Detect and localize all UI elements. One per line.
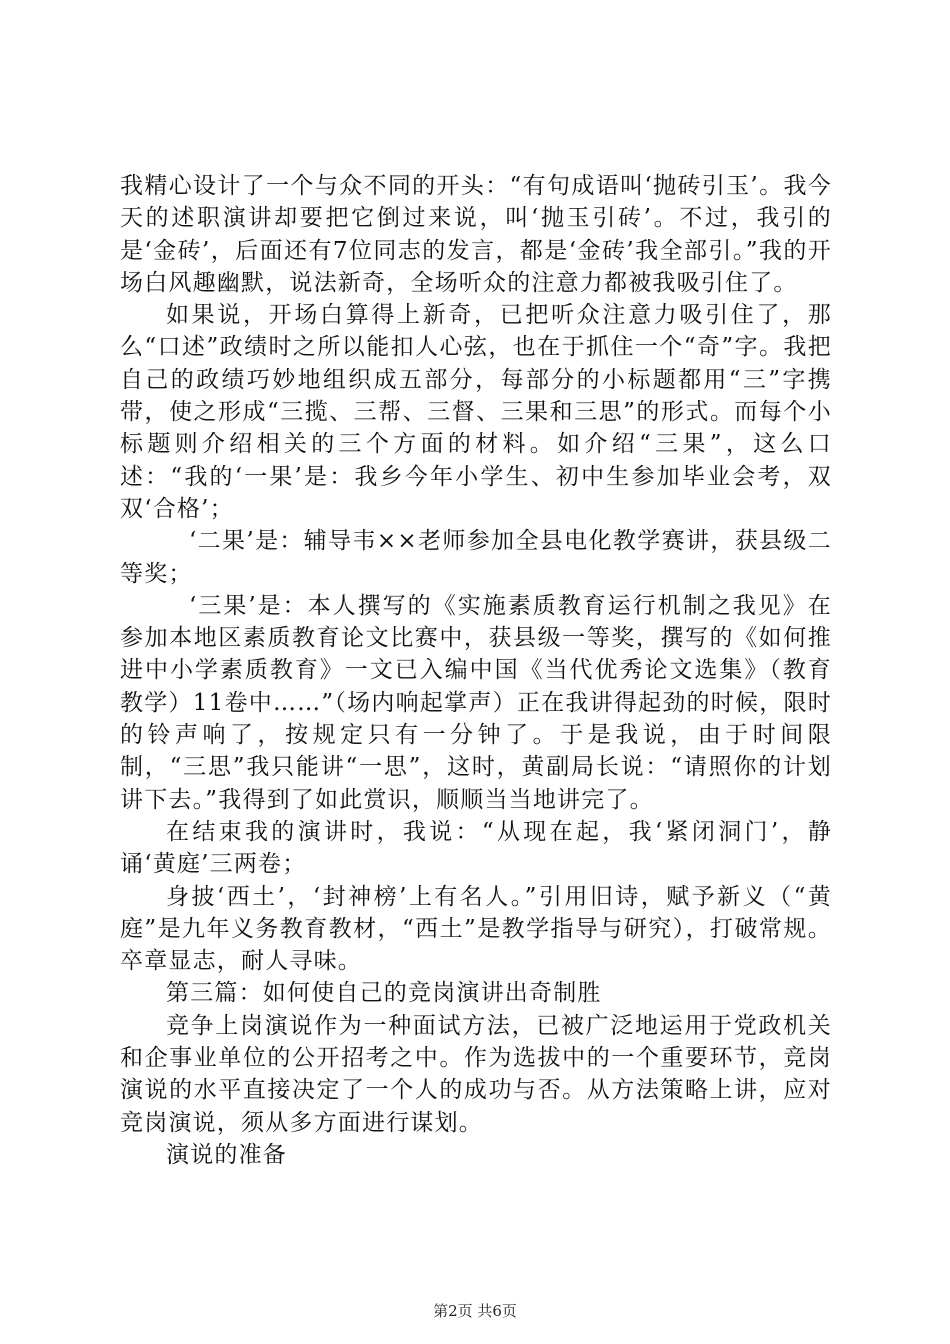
paragraph-closing-poem: 身披‘西土’，‘封神榜’上有名人。”引用旧诗，赋予新义（“黄庭”是九年义务教育教材，“西土”是教学指导与研究），打破常规。卒章显志，耐人寻味。 — [120, 883, 832, 975]
paragraph-third-result: ‘三果’是：本人撰写的《实施素质教育运行机制之我见》在参加本地区素质教育论文比赛中，获县级一等奖，撰写的《如何推进中小学素质教育》一文已入编中国《当代优秀论文选集》（教育教学）11卷中……”（场内响起掌声）正在我讲得起劲的时候，限时的铃声响了，按规定只有一分钟了。于是我说，由于时间限制，“三思”我只能讲“一思”，这时，黄副局长说：“请照你的计划讲下去。”我得到了如此赏识，顺顺当当地讲完了。 — [120, 592, 832, 813]
paragraph-opening-remark: 我精心设计了一个与众不同的开头：“有句成语叫‘抛砖引玉’。我今天的述职演讲却要把它倒过来说，叫‘抛玉引砖’。不过，我引的是‘金砖’，后面还有7位同志的发言，都是‘金砖’我全部引。”我的开场白风趣幽默，说法新奇，全场听众的注意力都被我吸引住了。 — [120, 173, 832, 296]
page-number-footer: 第2页 共6页 — [433, 1302, 517, 1320]
document-body — [120, 170, 832, 1171]
paragraph-second-result: ‘二果’是：辅导韦××老师参加全县电化教学赛讲，获县级二等奖； — [120, 528, 832, 587]
section-heading-part-three: 第三篇：如何使自己的竞岗演讲出奇制胜 — [166, 980, 602, 1007]
paragraph-closing-speech: 在结束我的演讲时，我说：“从现在起，我‘紧闭洞门’，静诵‘黄庭’三两卷； — [120, 818, 832, 878]
paragraph-speech-preparation: 演说的准备 — [166, 1141, 287, 1168]
paragraph-competition-speech: 竞争上岗演说作为一种面试方法，已被广泛地运用于党政机关和企事业单位的公开招考之中。作为选拔中的一个重要环节，竞岗演说的水平直接决定了一个人的成功与否。从方法策略上讲，应对竞岗演说，须从多方面进行谋划。 — [120, 1012, 832, 1136]
paragraph-achievements-intro: 如果说，开场白算得上新奇，已把听众注意力吸引住了，那么“口述”政绩时之所以能扣人心弦，也在于抓住一个“奇”字。我把自己的政绩巧妙地组织成五部分，每部分的小标题都用“三”字携带，使之形成“三揽、三帮、三督、三果和三思”的形式。而每个小标题则介绍相关的三个方面的材料。如介绍“三果”，这么口述：“我的‘一果’是：我乡今年小学生、初中生参加毕业会考，双双‘合格’； — [120, 302, 832, 522]
